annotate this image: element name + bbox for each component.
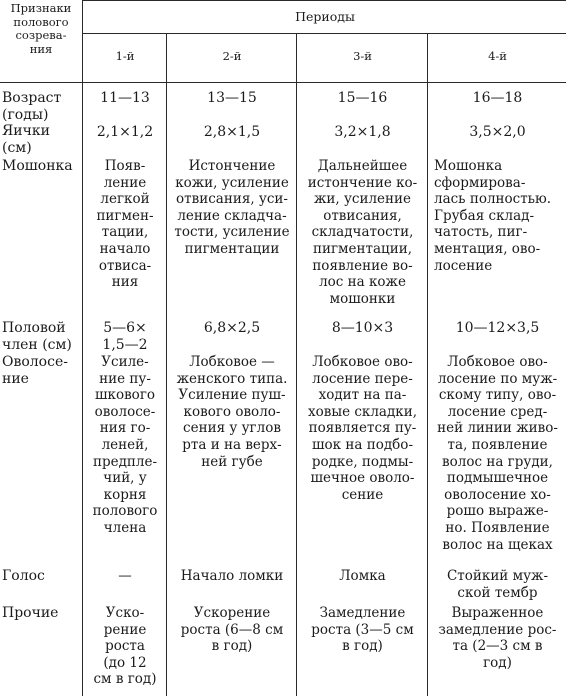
- cell-testes-3: 3,2⨯1,8: [334, 124, 391, 140]
- col-divider-3: [427, 33, 428, 696]
- cell-hair-3: Лобковое ово- лосение пере- ходит на па- ховые складки, появляется пу- шок на подбо- родке, подмы- шечное оволо- сение: [307, 354, 418, 503]
- col-divider-0: [82, 0, 83, 696]
- cell-hair-1: Усиле- ние пу- шкового оволосе- ния го- леней, предпле- чий, у корня полового члена: [92, 354, 158, 536]
- cell-voice-4: Стойкий муж- ской тембр: [446, 568, 549, 601]
- row-label-age: Возраст (годы): [2, 90, 62, 123]
- cell-scrotum-4: Мошонка сформирова- лась полностью. Грубая склад- чатость, пиг- ментация, ово- лосение: [434, 158, 552, 274]
- periods-rule: [82, 33, 566, 34]
- row-label-testes: Яички (см): [2, 123, 50, 156]
- cell-voice-3: Ломка: [339, 568, 386, 584]
- header-bottom-rule: [0, 82, 566, 83]
- features-header: Признаки полового созрева- ния: [10, 1, 72, 56]
- period-3-header: 3-й: [353, 49, 372, 63]
- row-label-scrotum: Мошонка: [2, 158, 73, 174]
- row-label-penis: Половой член (см): [2, 320, 72, 353]
- cell-other-4: Выраженное замедление рос- та (2—3 см в год): [438, 605, 557, 671]
- cell-age-4: 16—18: [472, 90, 523, 106]
- cell-scrotum-3: Дальнейшее истончение ко- жи, усиление отвисания, складчатости, пигментации, появление во- лос на коже мошонки: [307, 158, 418, 307]
- cell-voice-1: —: [118, 568, 132, 584]
- row-label-hair: Оволосе- ние: [2, 354, 68, 387]
- period-2-header: 2-й: [222, 49, 242, 63]
- cell-scrotum-1: Появ- ление легкой пигмен- тации, начало отвиса- ния: [96, 158, 154, 291]
- cell-scrotum-2: Истончение кожи, усиление отвисания, уси- ление складча- тости, усиление пигментации: [174, 158, 290, 257]
- cell-age-1: 11—13: [100, 90, 150, 106]
- cell-voice-2: Начало ломки: [180, 568, 284, 584]
- cell-testes-2: 2,8⨯1,5: [203, 124, 261, 140]
- col-divider-2: [296, 33, 297, 696]
- period-4-header: 4-й: [488, 49, 507, 63]
- cell-penis-1: 5—6⨯ 1,5—2: [102, 320, 148, 353]
- cell-penis-2: 6,8⨯2,5: [203, 320, 261, 336]
- cell-other-2: Ускорение роста (6—8 см в год): [180, 605, 284, 655]
- cell-age-3: 15—16: [337, 90, 388, 106]
- periods-header: Периоды: [295, 9, 355, 24]
- cell-hair-4: Лобковое ово- лосение по муж- скому типу, ово- лосение сред- ней линии живо- та, появление волос на груди, подмышечное оволосение хо- рошо выраже- но. Появление волос на щеках: [437, 354, 558, 553]
- cell-penis-3: 8—10⨯3: [331, 320, 394, 336]
- period-1-header: 1-й: [115, 49, 135, 63]
- row-label-other: Прочие: [2, 605, 59, 621]
- table-top-rule: [82, 0, 566, 1]
- cell-age-2: 13—15: [207, 90, 257, 106]
- cell-hair-2: Лобковое — женского типа. Усиление пуш- кового оволо- сения у углов рта и на верх- ней губе: [176, 354, 288, 470]
- col-divider-1: [166, 33, 167, 696]
- cell-other-1: Уско- рение роста (до 12 см в год): [93, 605, 157, 688]
- cell-other-3: Замедление роста (3—5 см в год): [311, 605, 414, 655]
- row-label-voice: Голос: [2, 568, 45, 584]
- cell-penis-4: 10—12⨯3,5: [455, 320, 540, 336]
- cell-testes-4: 3,5⨯2,0: [469, 124, 526, 140]
- cell-testes-1: 2,1⨯1,2: [96, 124, 154, 140]
